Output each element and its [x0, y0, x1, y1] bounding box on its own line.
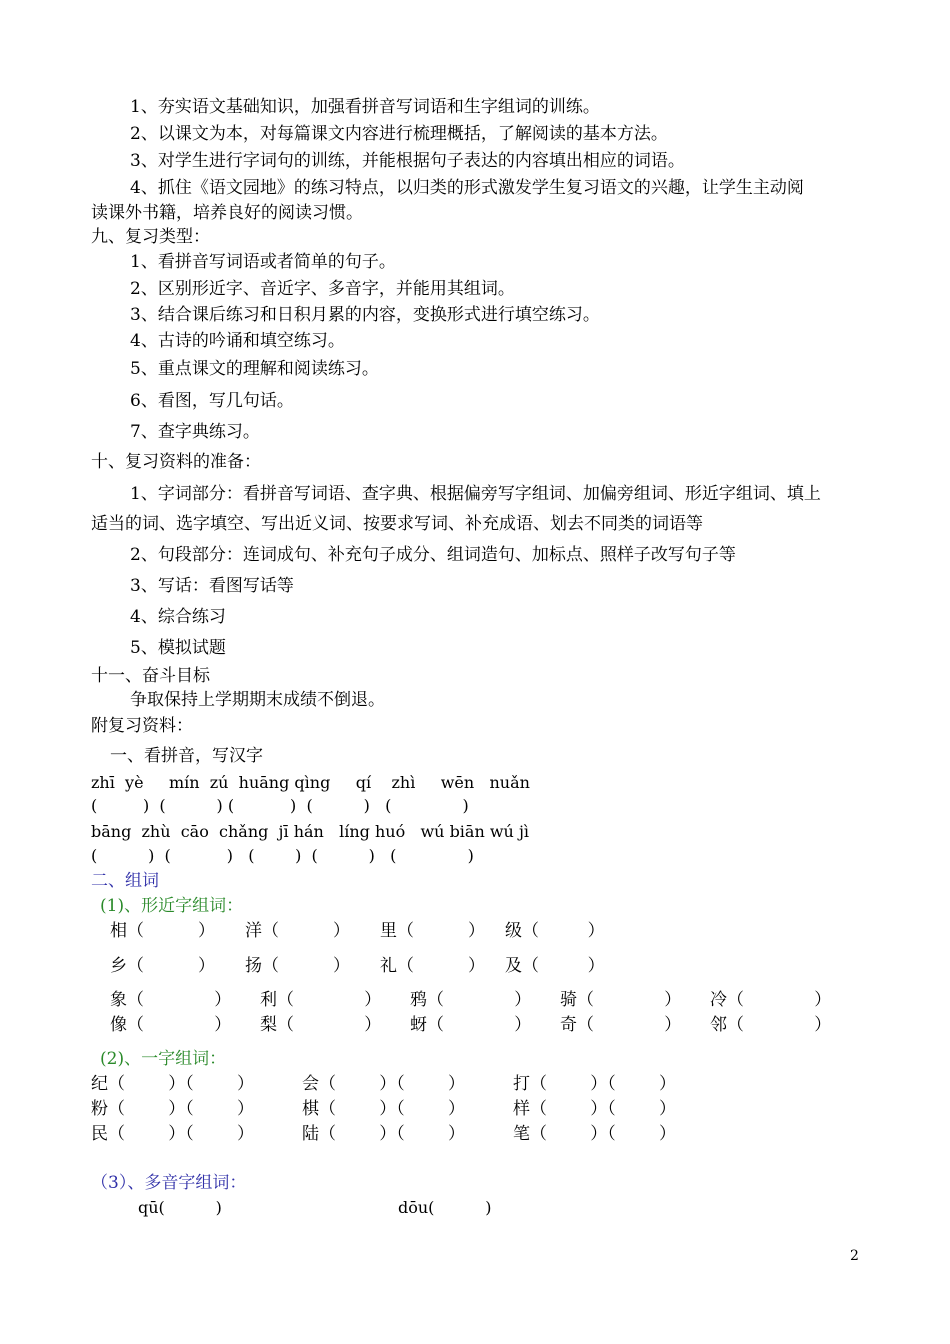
goal-4-line1: 4、抓住《语文园地》的练习特点，以归类的形式激发学生复习语文的兴趣，让学生主动阅: [130, 178, 804, 198]
type-item-4: 4、古诗的吟诵和填空练习。: [130, 331, 345, 351]
section-11-heading: 十一、奋斗目标: [91, 666, 210, 686]
yizi-cell: 纪（ ）（ ）: [91, 1074, 254, 1094]
yizi-cell: 打（ ）（ ）: [513, 1074, 676, 1094]
material-3: 3、写话：看图写话等: [130, 576, 294, 596]
pinyin-row-2: bāng zhù cāo chǎng jī hán líng huó wú biān wú jì: [91, 822, 530, 841]
type-item-5: 5、重点课文的理解和阅读练习。: [130, 359, 379, 379]
answer-parens-row-2: ( ) ( ) ( ) ( ) ( ): [91, 846, 474, 865]
goal-4-line2: 读课外书籍，培养良好的阅读习惯。: [91, 203, 363, 223]
goal-3: 3、对学生进行字词句的训练，并能根据句子表达的内容填出相应的词语。: [130, 151, 685, 171]
target-text: 争取保持上学期期末成绩不倒退。: [130, 690, 385, 710]
xingjin-cell: 利（ ）: [260, 990, 382, 1010]
xingjin-cell: 奇（ ）: [560, 1015, 682, 1035]
zuci-heading: 二、组词: [91, 871, 159, 891]
type-item-7: 7、查字典练习。: [130, 422, 260, 442]
xingjin-cell: 冷（ ）: [710, 990, 832, 1010]
section-10-heading: 十、复习资料的准备：: [91, 452, 261, 472]
xingjin-cell: 邻（ ）: [710, 1015, 832, 1035]
goal-2: 2、以课文为本，对每篇课文内容进行梳理概括，了解阅读的基本方法。: [130, 124, 668, 144]
type-item-2: 2、区别形近字、音近字、多音字，并能用其组词。: [130, 279, 515, 299]
xingjin-cell: 及（ ）: [505, 956, 605, 976]
yizi-cell: 笔（ ）（ ）: [513, 1124, 676, 1144]
xingjin-cell: 扬（ ）: [245, 956, 351, 976]
xingjin-cell: 蚜（ ）: [410, 1015, 532, 1035]
type-item-6: 6、看图，写几句话。: [130, 391, 294, 411]
section-9-heading: 九、复习类型：: [91, 227, 210, 247]
pinyin-heading: 一、看拼音，写汉字: [110, 746, 263, 766]
appendix-heading: 附复习资料：: [91, 716, 193, 736]
xingjin-cell: 乡（ ）: [110, 956, 216, 976]
page-number: 2: [850, 1248, 859, 1264]
pinyin-row-1: zhī yè mín zú huāng qìng qí zhì wēn nuǎn: [91, 773, 530, 792]
material-4: 4、综合练习: [130, 607, 226, 627]
yizi-cell: 民（ ）（ ）: [91, 1124, 254, 1144]
xingjin-cell: 鸦（ ）: [410, 990, 532, 1010]
xingjin-cell: 相（ ）: [110, 921, 216, 941]
xingjin-cell: 里（ ）: [380, 921, 486, 941]
material-1-line2: 适当的词、选字填空、写出近义词、按要求写词、补充成语、划去不同类的词语等: [91, 514, 703, 534]
duoyin-cell: qū( ): [138, 1198, 222, 1217]
xingjin-cell: 级（ ）: [505, 921, 605, 941]
goal-1: 1、夯实语文基础知识，加强看拼音写词语和生字组词的训练。: [130, 97, 600, 117]
yizi-cell: 棋（ ）（ ）: [302, 1099, 465, 1119]
type-item-1: 1、看拼音写词语或者简单的句子。: [130, 252, 396, 272]
yizi-cell: 陆（ ）（ ）: [302, 1124, 465, 1144]
material-5: 5、模拟试题: [130, 638, 226, 658]
xingjin-heading: (1)、形近字组词：: [100, 896, 244, 916]
type-item-3: 3、结合课后练习和日积月累的内容，变换形式进行填空练习。: [130, 305, 600, 325]
yizi-cell: 样（ ）（ ）: [513, 1099, 676, 1119]
yizi-heading: (2)、一字组词：: [100, 1049, 227, 1069]
xingjin-cell: 梨（ ）: [260, 1015, 382, 1035]
xingjin-cell: 像（ ）: [110, 1015, 232, 1035]
xingjin-cell: 礼（ ）: [380, 956, 486, 976]
duoyin-heading: （3）、多音字组词：: [91, 1173, 247, 1193]
duoyin-cell: dōu( ): [398, 1198, 492, 1217]
yizi-cell: 粉（ ）（ ）: [91, 1099, 254, 1119]
xingjin-cell: 骑（ ）: [560, 990, 682, 1010]
answer-parens-row-1: ( ) ( ) ( ) ( ) ( ): [91, 796, 469, 815]
yizi-cell: 会（ ）（ ）: [302, 1074, 465, 1094]
material-1-line1: 1、字词部分：看拼音写词语、查字典、根据偏旁写字组词、加偏旁组词、形近字组词、填上: [130, 484, 821, 504]
material-2: 2、句段部分：连词成句、补充句子成分、组词造句、加标点、照样子改写句子等: [130, 545, 736, 565]
xingjin-cell: 洋（ ）: [245, 921, 351, 941]
xingjin-cell: 象（ ）: [110, 990, 232, 1010]
